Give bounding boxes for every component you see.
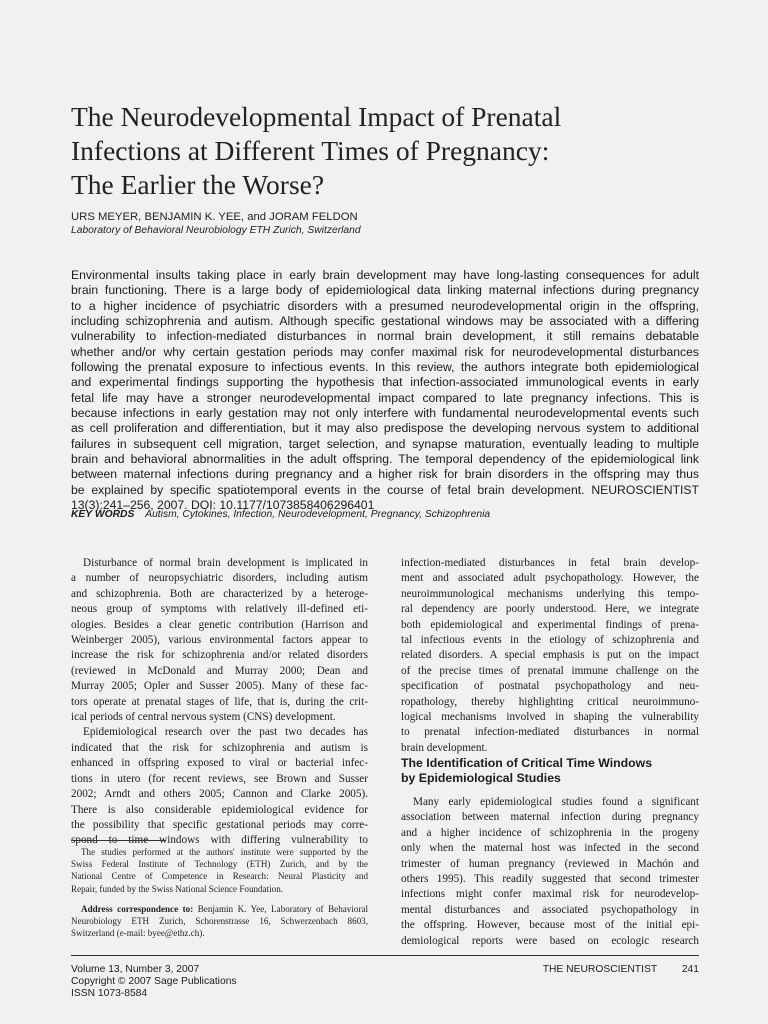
author-list: URS MEYER, BENJAMIN K. YEE, and JORAM FELDON	[71, 211, 358, 223]
body-line: tors operate at prenatal stages of life, that is, during the crit-	[71, 695, 368, 708]
footnote-line: Repair, funded by the Swiss National Science Foundation.	[71, 883, 284, 894]
body-line: of the precise times of prenatal immune challenge on the	[401, 664, 699, 677]
section-heading-line: by Epidemiological Studies	[401, 771, 561, 785]
body-line: Epidemiological research over the past two decades has	[83, 726, 368, 739]
body-line: There is also considerable epidemiological evidence for	[71, 803, 368, 816]
abstract-line: vulnerability to infection-mediated disturbances in normal brain development, it still remains debatable	[71, 329, 699, 344]
body-line: ical periods of central nervous system (CNS) development.	[71, 711, 336, 724]
body-line: increase the risk for schizophrenia and/or related disorders	[71, 649, 368, 662]
body-line: Disturbance of normal brain development is implicated in	[83, 557, 368, 569]
abstract-line: between maternal infections during pregnancy and a higher risk for brain disorders in the offspring may thus	[71, 467, 699, 482]
abstract-line: whether and/or why certain gestation periods may confer maximal risk for neurodevelopmental disturbances	[71, 344, 699, 359]
body-line: both epidemiological and experimental findings of prena-	[401, 618, 699, 631]
abstract-line: because infections in early gestation may not only interfere with fundamental neurodevelopmental events such	[71, 406, 699, 421]
body-line: the possibility that specific gestational periods may corre-	[71, 818, 368, 831]
title-line: The Neurodevelopmental Impact of Prenatal	[71, 101, 562, 132]
abstract-line: and experimental findings supporting the hypothesis that infection-associated immunological events in early	[71, 375, 699, 390]
body-line: Many early epidemiological studies found a significant	[413, 796, 699, 808]
article-title	[71, 100, 691, 202]
footnote-funding	[71, 846, 368, 895]
title-line: Infections at Different Times of Pregnancy:	[71, 135, 550, 166]
page-number: 241	[681, 964, 699, 975]
footnote-line: Switzerland (e-mail: byee@ethz.ch).	[71, 928, 205, 939]
body-line: tal infectious events in the etiology of schizophrenia and	[401, 634, 699, 647]
footer-journal-page	[543, 964, 699, 975]
address-label: Address correspondence to:	[81, 904, 194, 914]
footer-issn: ISSN 1073-8584	[71, 988, 148, 1000]
body-line: specification of postnatal psychopathology and neu-	[401, 680, 699, 693]
footer-journal-name: THE NEUROSCIENTIST	[542, 964, 657, 975]
body-line: ropathology, thereby highlighting critical neuroimmuno-	[401, 695, 699, 708]
body-line: neous group of symptoms with relatively ill-defined eti-	[71, 603, 368, 616]
abstract-line: 13(3):241–256, 2007. DOI: 10.1177/1073858406296401	[71, 498, 375, 513]
abstract-line: brain and behavioral abnormalities in the adult offspring. The temporal dependency of the epidemiological link	[71, 452, 699, 467]
body-line: Murray 2005; Opler and Susser 2005). Many of these fac-	[71, 680, 368, 693]
abstract-line: Environmental insults taking place in early brain development may have long-lasting consequences for adult	[71, 268, 699, 282]
keywords-list: Autism, Cytokines, Infection, Neurodevelopment, Pregnancy, Schizophrenia	[145, 509, 491, 520]
body-line: others 1995). This readily suggested that second trimester	[401, 873, 699, 886]
body-line: to prenatal infection-mediated disturbances in normal	[401, 726, 699, 739]
body-line: 2002; Arndt and others 2005; Cannon and Clarke 2005).	[71, 788, 368, 801]
body-line: trimester of human pregnancy (reviewed in Machón and	[401, 857, 699, 870]
abstract-line: including schizophrenia and autism. Although specific gestational windows may be associated with a differing	[71, 314, 699, 329]
body-line: logical mechanisms involved in shaping the vulnerability	[401, 711, 699, 724]
abstract-line: following the prenatal exposure to infectious events. In this review, the authors integrate both epidemiological	[71, 360, 699, 375]
footnote-line: The studies performed at the authors' institute were supported by the	[81, 847, 368, 857]
abstract-line: be explained by specific spatiotemporal events in the course of fetal brain development. NEUROSCIENTIST	[71, 482, 699, 497]
section-heading-line: The Identification of Critical Time Windows	[401, 756, 653, 770]
section-body	[401, 795, 699, 949]
keywords	[71, 509, 490, 520]
body-line: (reviewed in McDonald and Murray 2000; Dean and	[71, 664, 368, 677]
body-line: association between maternal infection during pregnancy	[401, 811, 699, 824]
section-heading	[401, 756, 699, 786]
body-line: a number of neuropsychiatric disorders, including autism	[71, 572, 368, 585]
abstract-line: brain functioning. There is a large body of epidemiological data linking maternal infections during pregnancy	[71, 283, 699, 298]
body-line: demiological reports were based on ecologic research	[401, 934, 699, 947]
footnote-rule	[71, 840, 166, 841]
keywords-label: KEY WORDS	[71, 509, 135, 520]
footnote-line: Swiss Federal Institute of Technology (ETH) Zurich, and by the	[71, 859, 368, 870]
body-line: ment and associated adult psychopathology. However, the	[401, 572, 699, 585]
footer-volume: Volume 13, Number 3, 2007	[71, 964, 200, 975]
abstract-line: to a higher incidence of psychiatric disorders with a presumed neurodevelopmental origin in the offspring,	[71, 298, 699, 313]
footer-publication-info	[71, 964, 237, 1001]
body-line: infection-mediated disturbances in fetal brain develop-	[401, 557, 699, 569]
body-line: ologies. Besides a clear genetic contribution (Harrison and	[71, 618, 368, 631]
body-line: only when the maternal host was infected in the second	[401, 842, 699, 855]
address-text: Benjamin K. Yee, Laboratory of Behavioral	[193, 904, 368, 914]
left-column-body	[71, 556, 368, 849]
body-line: ral dependency are poorly understood. Here, we integrate	[401, 603, 699, 616]
body-line: brain development.	[401, 741, 488, 754]
body-line: enhanced in offspring exposed to viral or bacterial infec-	[71, 757, 368, 770]
abstract	[71, 268, 699, 514]
footer-copyright: Copyright © 2007 Sage Publications	[71, 976, 237, 988]
body-line: tions in utero (for recent reviews, see Brown and Susser	[71, 772, 368, 785]
footnote-line: Neurobiology ETH Zurich, Schorenstrasse 16, Schwerzenbach 8603,	[71, 916, 368, 927]
footnote-line: National Centre of Competence in Research: Neural Plasticity and	[71, 871, 368, 882]
body-line: the offspring. However, because most of the initial epi-	[401, 919, 699, 932]
body-line: indicated that the risk for schizophrenia and autism is	[71, 741, 368, 754]
body-line: spond to time windows with differing vulnerability to	[71, 834, 368, 847]
footer-rule	[71, 955, 699, 956]
body-line: neuroimmunological mechanisms underlying this tempo-	[401, 587, 699, 600]
body-line: infections might confer maximal risk for neurodevelop-	[401, 888, 699, 901]
abstract-line: failures in subsequent cell migration, target selection, and synapse maturation, eventually leading to multiple	[71, 436, 699, 451]
body-line: and a higher incidence of schizophrenia in the progeny	[401, 826, 699, 839]
body-line: mental disturbances and associated psychopathology in	[401, 903, 699, 916]
body-line: related disorders. A special emphasis is put on the impact	[401, 649, 699, 662]
body-line: Weinberger 2005), various environmental factors appear to	[71, 634, 368, 647]
footnote-line	[71, 903, 368, 915]
footnote-address	[71, 903, 368, 940]
author-affiliation: Laboratory of Behavioral Neurobiology ETH Zurich, Switzerland	[71, 225, 361, 236]
body-line: and schizophrenia. Both are characterized by a heteroge-	[71, 587, 368, 600]
abstract-line: as cell proliferation and differentiation, but it may also predispose the developing nervous system to additional	[71, 421, 699, 436]
title-line: The Earlier the Worse?	[71, 169, 325, 200]
abstract-line: fetal life may have a stronger neurodevelopmental impact compared to late pregnancy infections. This is	[71, 390, 699, 405]
right-column-body	[401, 556, 699, 756]
